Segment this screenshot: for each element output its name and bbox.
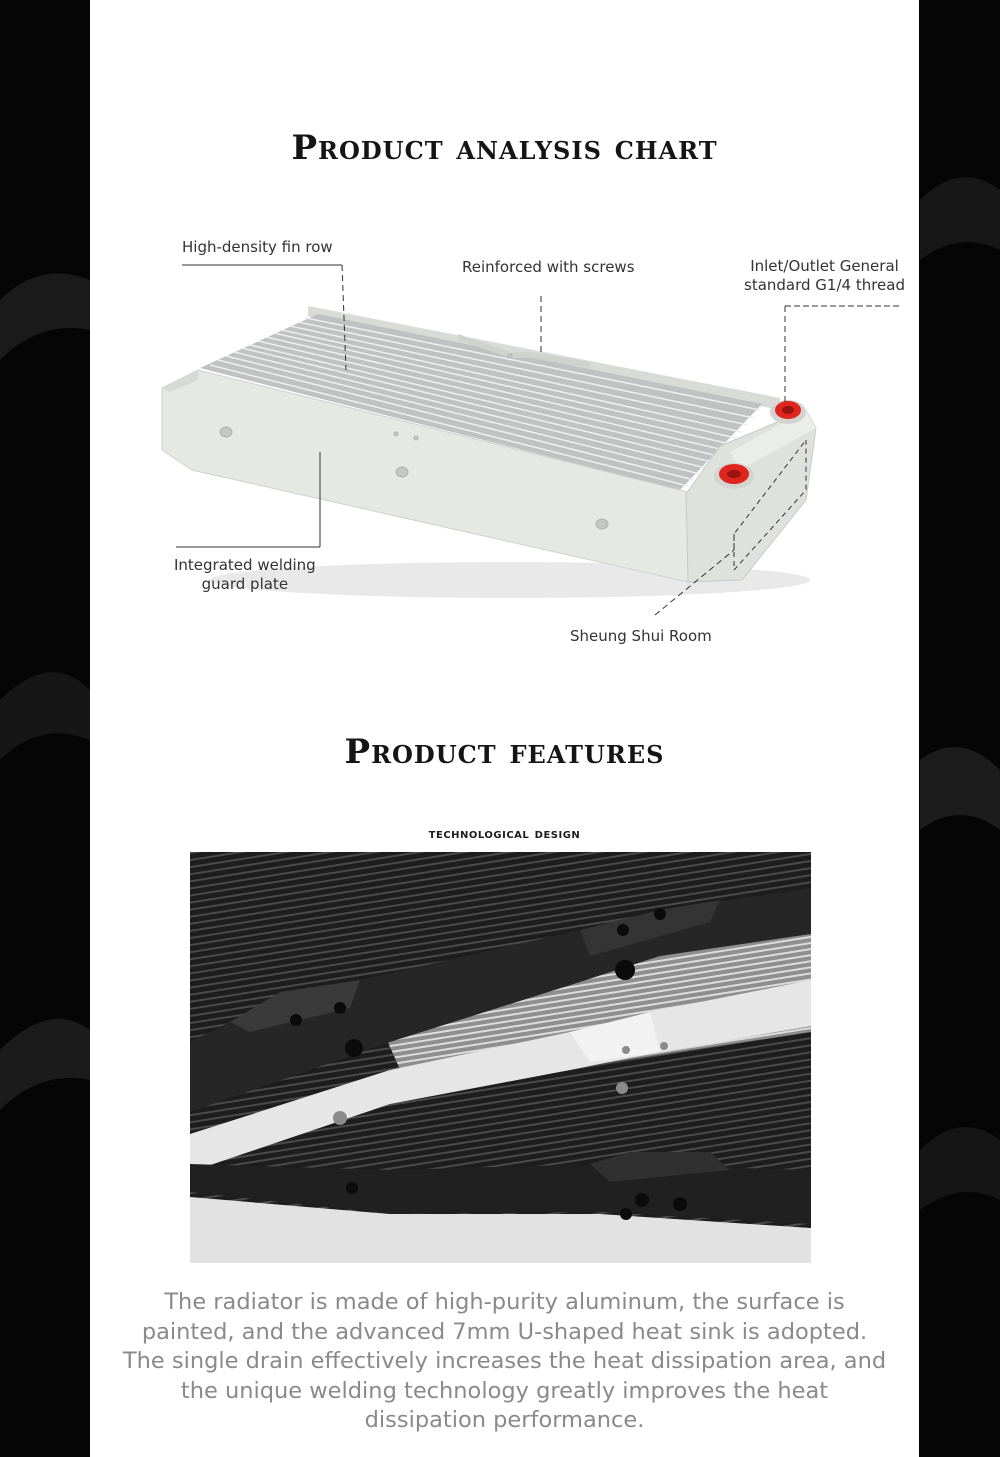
features-heading: Product features — [344, 732, 665, 772]
callout-guard-line2: guard plate — [201, 575, 289, 593]
radiator-diagram — [90, 0, 919, 720]
callout-inlet — [744, 257, 905, 295]
callout-fin-row: High-density fin row — [182, 238, 333, 256]
features-description: The radiator is made of high-purity aluminum, the surface is painted, and the advanced 7mm U-shaped heat sink is adopted. The single drain effectively increases the heat dissipation area, and the unique welding technology greatly improves the heat dissipation performance. — [122, 1289, 887, 1433]
radiator-closeup-image — [190, 852, 811, 1263]
callout-water-room: Sheung Shui Room — [570, 627, 712, 645]
callout-inlet-line1: Inlet/Outlet General — [750, 257, 899, 275]
callout-screws: Reinforced with screws — [462, 258, 635, 276]
features-subheading: technological design — [428, 826, 581, 842]
technology-photo — [190, 852, 811, 1263]
callout-guard-plate — [174, 556, 316, 594]
product-page — [90, 0, 919, 1457]
analysis-heading: Product analysis chart — [291, 128, 718, 168]
callout-guard-line1: Integrated welding — [174, 556, 316, 574]
callout-inlet-line2: standard G1/4 thread — [744, 276, 906, 294]
